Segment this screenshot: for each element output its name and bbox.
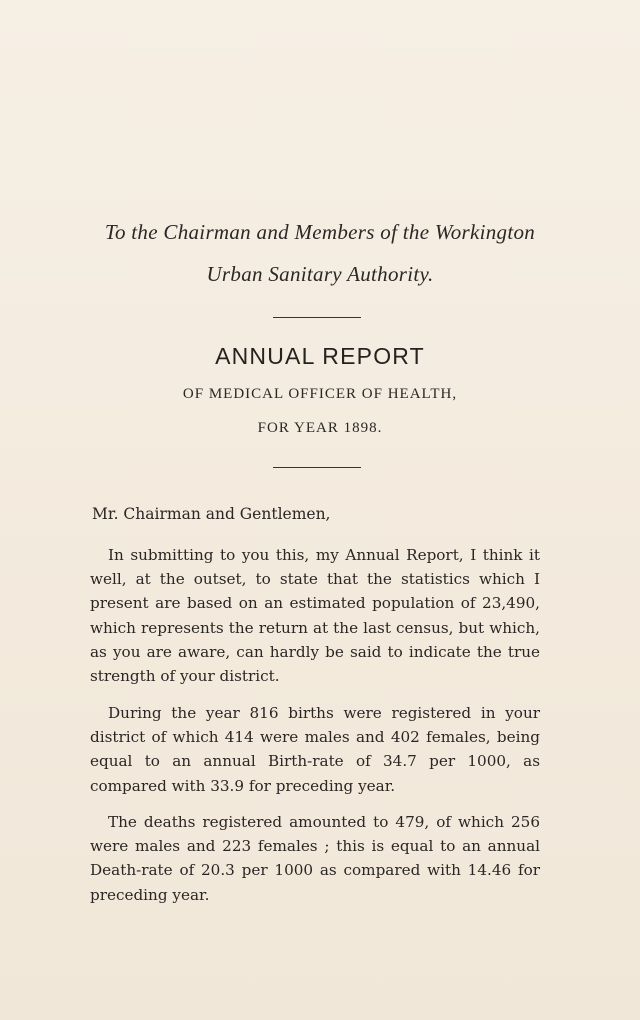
- report-subtitle-2: FOR YEAR 1898.: [257, 420, 383, 436]
- report-subtitle-1: OF MEDICAL OFFICER OF HEALTH,: [182, 386, 458, 402]
- divider-rule-bottom: [273, 467, 361, 468]
- paragraph-population: In submitting to you this, my Annual Report, I think it well, at the outset, to state that the statistics which I present are based on an estimated population of 23,490, which represents the return at the last census, but which, as you are aware, can hardly be said to indicate the true strength of your district.: [90, 546, 540, 686]
- divider-rule-top: [273, 317, 361, 318]
- paragraph-deaths: The deaths registered amounted to 479, of which 256 were males and 223 females ; this is equal to an annual Death-rate of 20.3 per 1000 as compared with 14.46 for preceding year.: [90, 813, 540, 904]
- paragraph-births: During the year 816 births were registered in your district of which 414 were males and 402 females, being equal to an annual Birth-rate of 34.7 per 1000, as compared with 33.9 for preceding year.: [90, 704, 540, 795]
- report-title: ANNUAL REPORT: [215, 343, 425, 369]
- addressee-line-1: To the Chairman and Members of the Workington: [104, 220, 536, 244]
- salutation: Mr. Chairman and Gentlemen,: [92, 505, 331, 523]
- addressee-line-2: Urban Sanitary Authority.: [206, 262, 434, 286]
